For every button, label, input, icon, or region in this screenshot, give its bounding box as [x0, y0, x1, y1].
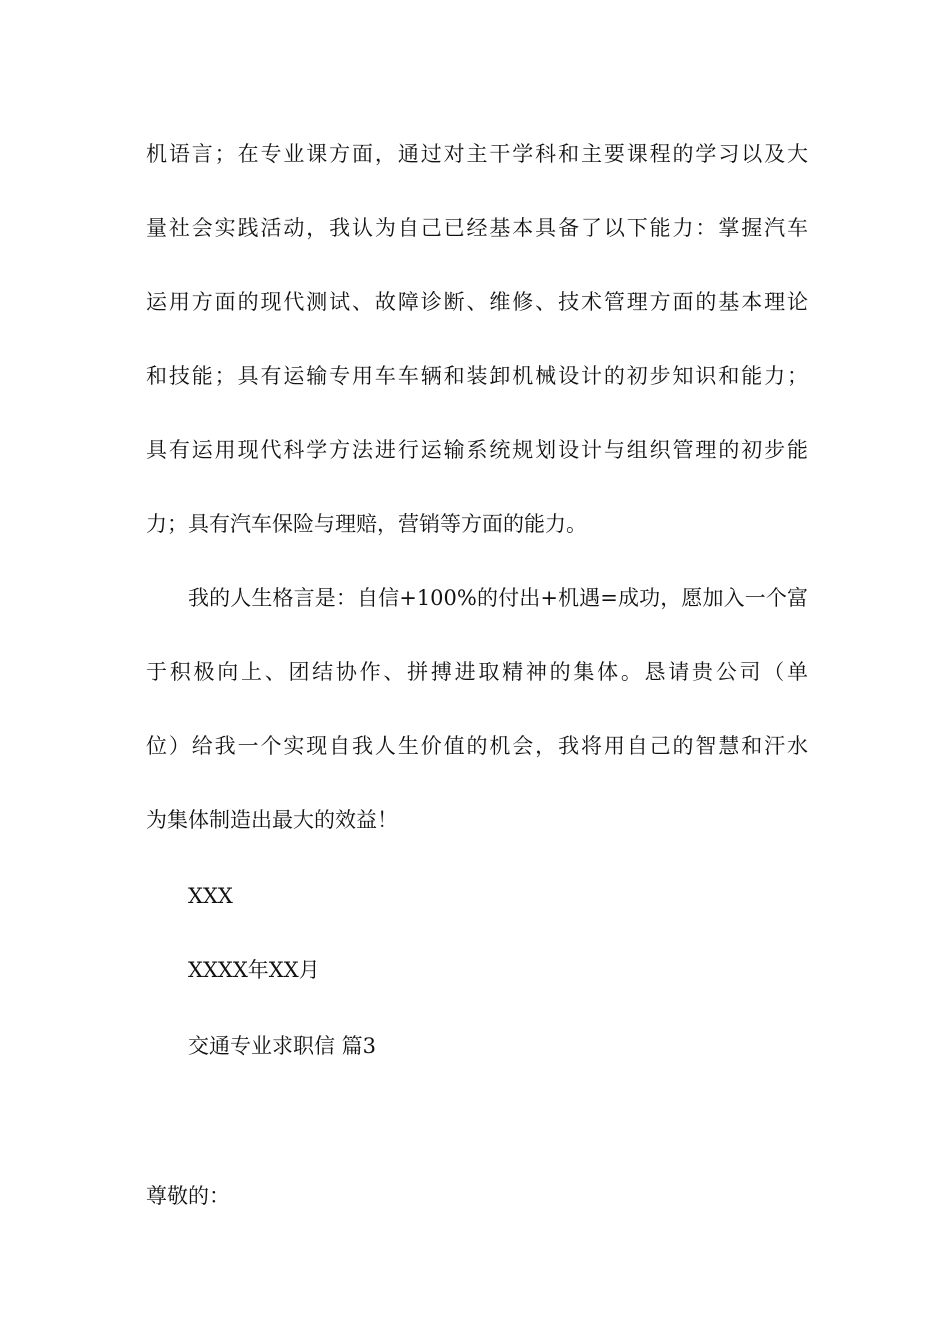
salutation: 尊敬的：	[146, 1184, 230, 1208]
body-text-line: 具有运用现代科学方法进行运输系统规划设计与组织管理的初步能	[146, 438, 808, 462]
body-text-line: 位）给我一个实现自我人生价值的机会，我将用自己的智慧和汗水	[146, 734, 808, 758]
body-text-line: 运用方面的现代测试、故障诊断、维修、技术管理方面的基本理论	[146, 290, 808, 314]
body-text-line: 量社会实践活动，我认为自己已经基本具备了以下能力：掌握汽车	[146, 216, 808, 240]
body-text-line: 为集体制造出最大的效益！	[146, 808, 398, 832]
signature-date: XXXX年XX月	[188, 958, 320, 982]
body-text-line: 机语言；在专业课方面，通过对主干学科和主要课程的学习以及大	[146, 142, 808, 166]
body-text-line: 力；具有汽车保险与理赔，营销等方面的能力。	[146, 512, 587, 536]
body-text-line: 于积极向上、团结协作、拼搏进取精神的集体。恳请贵公司（单	[146, 660, 808, 684]
section-heading: 交通专业求职信 篇3	[188, 1034, 377, 1058]
signature-name: XXX	[188, 884, 233, 908]
body-text-line: 和技能；具有运输专用车车辆和装卸机械设计的初步知识和能力；	[146, 364, 808, 388]
motto-paragraph-line: 我的人生格言是：自信+100%的付出+机遇=成功，愿加入一个富	[188, 586, 808, 610]
